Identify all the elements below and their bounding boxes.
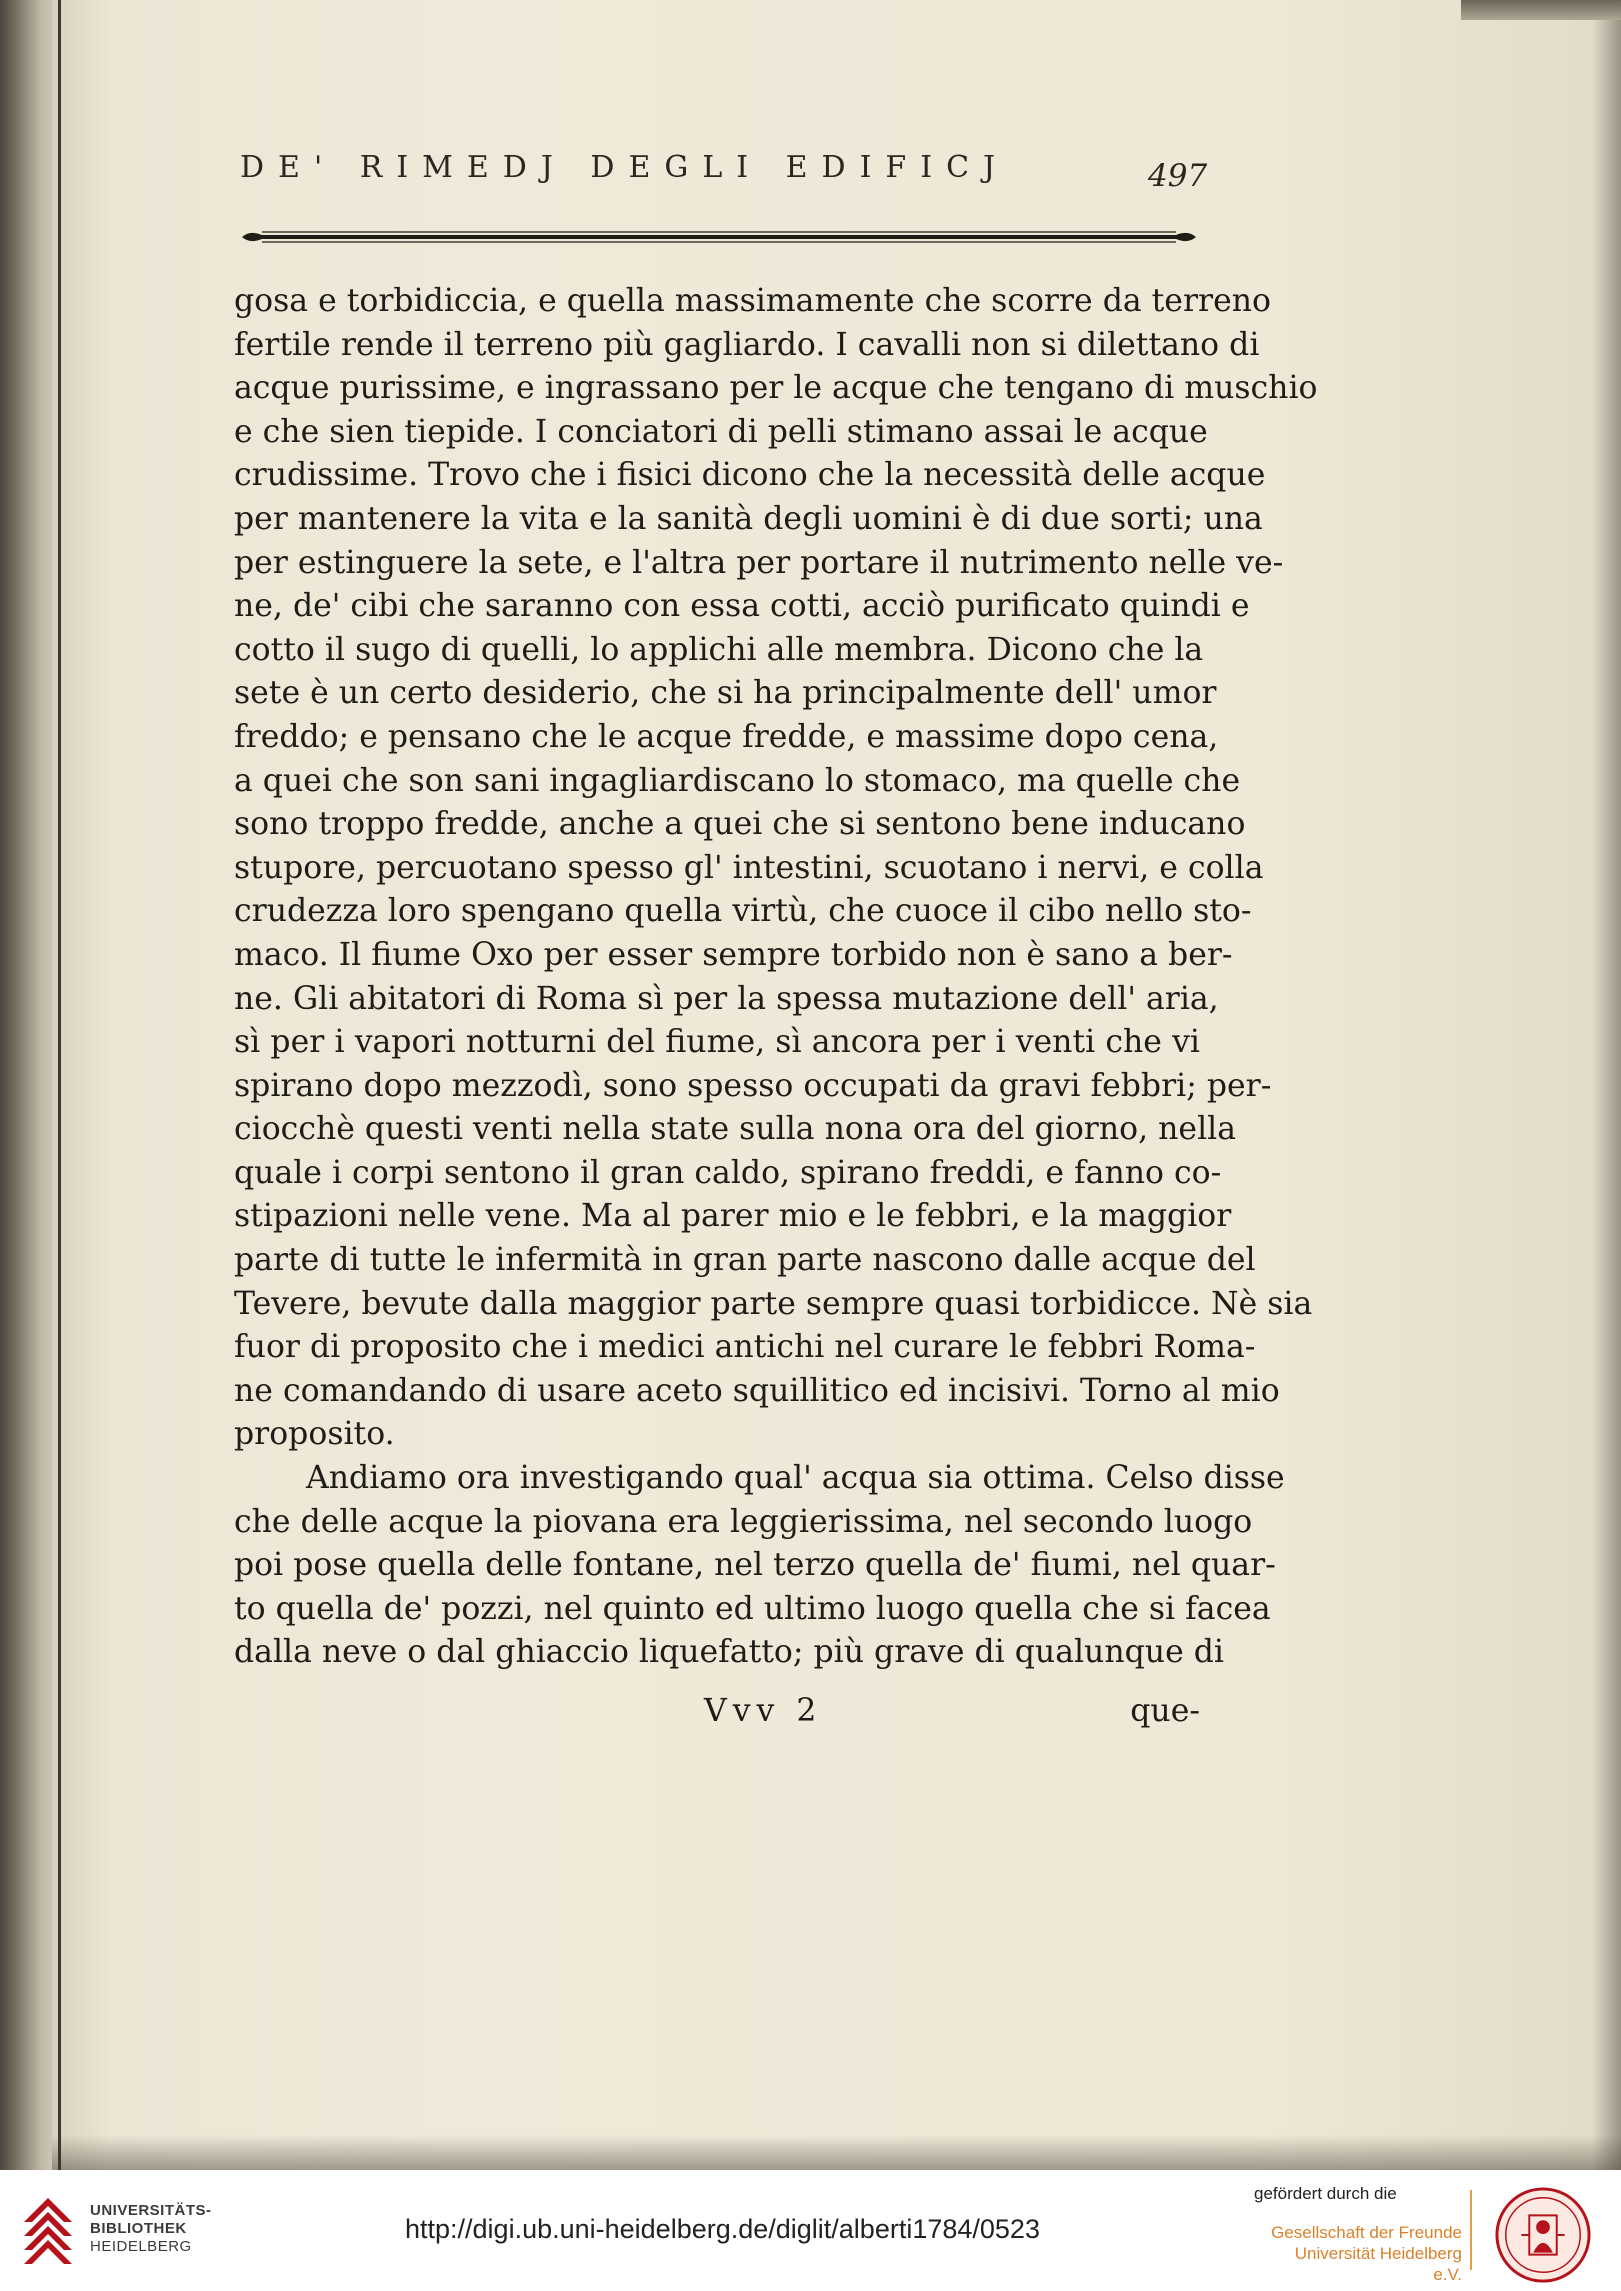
text-line: sì per i vapori notturni del fiume, sì ancora per i venti che vi <box>234 1024 1200 1061</box>
text-line: to quella de' pozzi, nel quinto ed ultimo luogo quella che si facea <box>234 1590 1271 1627</box>
footer-divider <box>1470 2190 1472 2270</box>
university-library-logo <box>18 2192 78 2268</box>
university-seal-icon <box>1494 2186 1592 2284</box>
text-line: e che sien tiepide. I conciatori di pelli stimano assai le acque <box>234 413 1208 450</box>
text-line: a quei che son sani ingagliardiscano lo stomaco, ma quelle che <box>234 762 1241 799</box>
text-line: stupore, percuotano spesso gl' intestini, scuotano i nervi, e colla <box>234 849 1264 886</box>
paragraph-2 <box>234 1457 1285 1675</box>
text-line: acque purissime, e ingrassano per le acque che tengano di muschio <box>234 370 1318 407</box>
page-bottom-shadow <box>52 2135 1621 2170</box>
text-line: che delle acque la piovana era leggierissima, nel secondo luogo <box>234 1503 1253 1540</box>
text-line: stipazioni nelle vene. Ma al parer mio e le febbri, e la maggior <box>234 1198 1232 1235</box>
catchword: que- <box>1130 1693 1200 1729</box>
text-line: crudissime. Trovo che i fisici dicono che la necessità delle acque <box>234 457 1266 494</box>
paragraph-1 <box>234 280 1318 1457</box>
text-line: dalla neve o dal ghiaccio liquefatto; più grave di qualunque di <box>234 1634 1224 1671</box>
text-line: Tevere, bevute dalla maggior parte sempre quasi torbidicce. Nè sia <box>234 1285 1313 1322</box>
page-top-edge <box>1461 0 1621 20</box>
digitization-footer <box>0 2170 1621 2291</box>
text-line: quale i corpi sentono il gran caldo, spirano freddi, e fanno co- <box>234 1154 1222 1191</box>
sponsor-label: gefördert durch die <box>1254 2184 1397 2203</box>
library-name-line2: BIBLIOTHEK <box>90 2220 187 2237</box>
text-line: parte di tutte le infermità in gran parte nascono dalle acque del <box>234 1242 1256 1279</box>
text-line: sono troppo fredde, anche a quei che si sentono bene inducano <box>234 806 1246 843</box>
text-line: freddo; e pensano che le acque fredde, e massime dopo cena, <box>234 718 1219 755</box>
text-line: poi pose quella delle fontane, nel terzo quella de' fiumi, nel quar- <box>234 1547 1276 1584</box>
page-footer-line <box>234 1693 1200 1737</box>
sponsor-line1: Gesellschaft der Freunde <box>1271 2223 1462 2242</box>
library-name <box>90 2202 212 2256</box>
text-line: proposito. <box>234 1416 395 1453</box>
text-line: gosa e torbidiccia, e quella massimamente che scorre da terreno <box>234 283 1271 319</box>
text-line: ne. Gli abitatori di Roma sì per la spessa mutazione dell' aria, <box>234 980 1219 1017</box>
page-number: 497 <box>1148 158 1208 194</box>
sponsor-name <box>1262 2222 1462 2285</box>
signature-mark: Vvv 2 <box>704 1693 823 1729</box>
header-rule-ornament <box>240 230 1198 244</box>
running-head: DE' RIMEDJ DEGLI EDIFICJ <box>240 150 1010 185</box>
body-text <box>234 280 1318 1675</box>
text-line: spirano dopo mezzodì, sono spesso occupati da gravi febbri; per- <box>234 1067 1272 1104</box>
library-name-line3: HEIDELBERG <box>90 2238 192 2255</box>
text-line: ne, de' cibi che saranno con essa cotti, acciò purificato quindi e <box>234 588 1250 625</box>
text-line: maco. Il fiume Oxo per esser sempre torbido non è sano a ber- <box>234 936 1233 973</box>
text-line: per estinguere la sete, e l'altra per portare il nutrimento nelle ve- <box>234 544 1284 581</box>
sponsor-line2: Universität Heidelberg e.V. <box>1294 2244 1462 2284</box>
text-line: crudezza loro spengano quella virtù, che cuoce il cibo nello sto- <box>234 893 1252 930</box>
text-line: ne comandando di usare aceto squillitico ed incisivi. Torno al mio <box>234 1372 1280 1409</box>
text-line: cotto il sugo di quelli, lo applichi alle membra. Dicono che la <box>234 631 1204 668</box>
text-line: Andiamo ora investigando qual' acqua sia ottima. Celso disse <box>306 1460 1285 1497</box>
permalink-url[interactable]: http://digi.ub.uni-heidelberg.de/diglit/alberti1784/0523 <box>405 2214 1040 2244</box>
text-line: fuor di proposito che i medici antichi nel curare le febbri Roma- <box>234 1329 1256 1366</box>
text-line: per mantenere la vita e la sanità degli uomini è di due sorti; una <box>234 500 1263 537</box>
page-gutter-line <box>58 0 61 2170</box>
text-line: ciocchè questi venti nella state sulla nona ora del giorno, nella <box>234 1111 1237 1148</box>
text-line: sete è un certo desiderio, che si ha principalmente dell' umor <box>234 675 1217 712</box>
text-line: fertile rende il terreno più gagliardo. I cavalli non si dilettano di <box>234 326 1260 363</box>
library-name-line1: UNIVERSITÄTS- <box>90 2202 212 2219</box>
